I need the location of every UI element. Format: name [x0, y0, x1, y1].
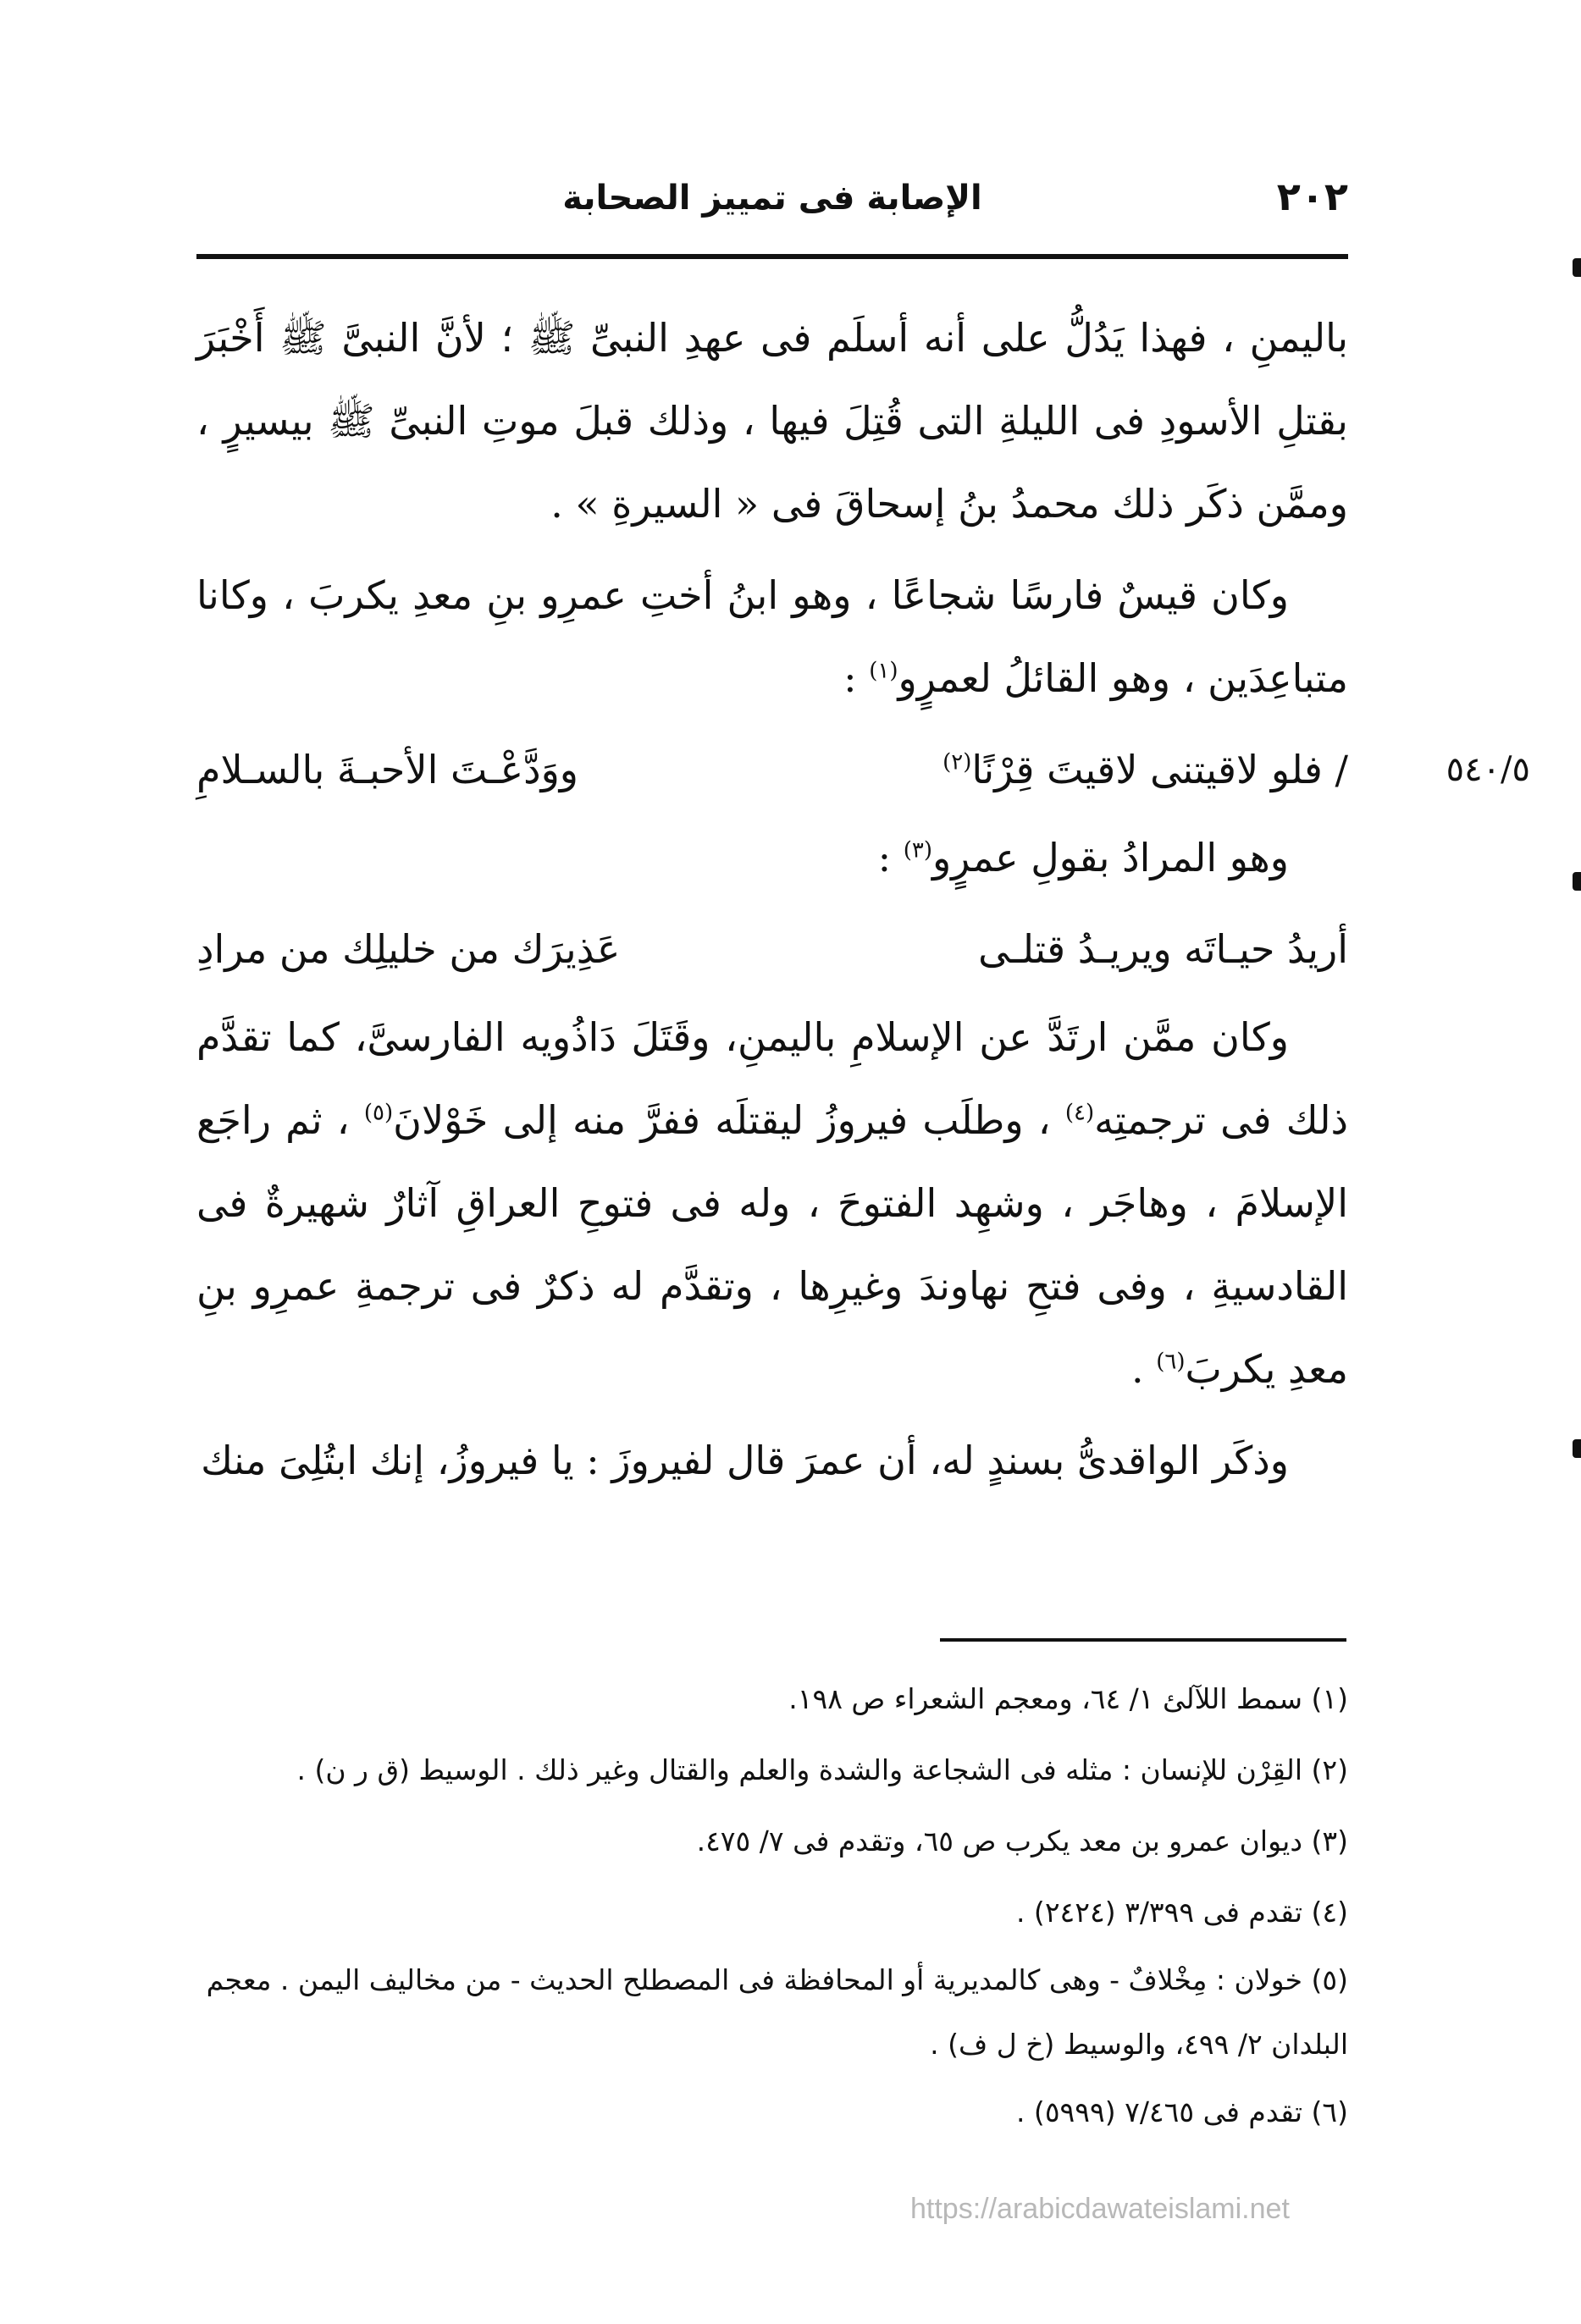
footnote-5: (٥) خولان : مِخْلافٌ - وهى كالمديرية أو المحافظة فى المصطلح الحديث - من مخاليف اليمن . معجم البلدان ٢/ ٤٩٩، والوسيط (خ ل ف) .	[206, 1963, 1348, 2061]
scan-edge-mark	[1573, 872, 1581, 891]
paragraph-4	[196, 996, 1348, 1410]
footnote-ref-3[interactable]: (٣)	[903, 837, 932, 864]
page-header	[196, 174, 1348, 233]
watermark-url: https://arabicdawateislami.net	[910, 2193, 1290, 2225]
paragraph-4-text-c: ، ثم راجَع الإسلامَ ، وهاجَر ، وشهِد الفتوحَ ، وله فى فتوحِ العراقِ آثارٌ شهيرةٌ فى القادسيةِ ، وفى فتحِ نهاوندَ وغيرِها ، وتقدَّم له ذكرٌ فى ترجمةِ عمرِو بنِ معدِ يكربَ	[196, 1097, 1348, 1392]
footnote-4: (٤) تقدم فى ٣/٣٩٩ (٢٤٢٤) .	[1015, 1896, 1348, 1929]
footnote-ref-5[interactable]: (٥)	[363, 1100, 394, 1126]
footnote-ref-1[interactable]: (١)	[869, 658, 898, 684]
paragraph-4-text-a: وكان ممَّن ارتَدَّ عن الإسلامِ باليمنِ، وقَتَلَ دَاذُويه الفارسىَّ، كما تقدَّم ذلك فى ترجمتِه	[196, 1014, 1348, 1143]
footnote-ref-2[interactable]: (٢)	[943, 749, 972, 776]
paragraph-3-colon: :	[877, 835, 904, 880]
paragraph-5-text: وذكَر الواقدىُّ بسندٍ له، أن عمرَ قال لفيروزَ : يا فيروزُ، إنك ابتُلِىَ منك	[201, 1438, 1289, 1483]
paragraph-4-text-b: ، وطلَب فيروزُ ليقتلَه ففرَّ منه إلى خَوْلانَ	[393, 1097, 1065, 1143]
verse-2-second-hemistich: عَذِيرَك من خليلِك من مرادِ	[196, 926, 621, 972]
running-title: الإصابة فى تمييز الصحابة	[562, 179, 982, 218]
verse-2	[196, 908, 1348, 991]
footnote-rule	[940, 1638, 1346, 1642]
main-text	[196, 296, 1530, 1510]
verse-1-second-hemistich: ووَدَّعْـتَ الأحبـةَ بالسـلامِ	[196, 747, 578, 792]
verse-1-first-text: / فلو لاقيتنى لاقيتَ قِرْنًا	[971, 747, 1348, 792]
scan-edge-mark	[1573, 258, 1581, 277]
paragraph-5	[196, 1419, 1348, 1502]
page-number: ٢٠٢	[1276, 174, 1348, 219]
scan-edge-mark	[1573, 1439, 1581, 1458]
footnote-ref-6[interactable]: (٦)	[1156, 1349, 1186, 1375]
paragraph-4-text-d: .	[1130, 1346, 1157, 1392]
paragraph-3	[196, 816, 1348, 899]
paragraph-1-text: باليمنِ ، فهذا يَدُلُّ على أنه أسلَم فى عهدِ النبىِّ ﷺ ؛ لأنَّ النبىَّ ﷺ أَخْبَرَ بقتلِ الأسودِ فى الليلةِ التى قُتِلَ فيها ، وذلك قبلَ موتِ النبىِّ ﷺ بيسيرٍ ، وممَّن ذكَر ذلك محمدُ بنُ إسحاقَ فى « السيرةِ » .	[196, 315, 1349, 527]
footnote-6: (٦) تقدم فى ٧/٤٦٥ (٥٩٩٩) .	[1015, 2095, 1348, 2128]
header-rule	[196, 254, 1348, 259]
margin-reference: ٥٤٠/٥	[1446, 750, 1530, 789]
verse-1	[196, 728, 1530, 811]
paragraph-2-colon: :	[843, 655, 870, 701]
verse-2-first-hemistich: أريدُ حيـاتَه ويريـدُ قتلـى	[978, 926, 1348, 972]
footnote-ref-4[interactable]: (٤)	[1064, 1100, 1095, 1126]
verse-1-first-hemistich	[943, 728, 1348, 811]
footnotes	[196, 1664, 1348, 2148]
paragraph-1	[196, 296, 1348, 545]
paragraph-2-text: وكان قيسٌ فارسًا شجاعًا ، وهو ابنُ أختِ عمرِو بنِ معدِ يكربَ ، وكانا متباعِدَين ، وهو القائلُ لعمرٍو	[196, 572, 1348, 701]
paragraph-2	[196, 554, 1348, 720]
footnote-3: (٣) ديوان عمرو بن معد يكرب ص ٦٥، وتقدم فى ٧/ ٤٧٥.	[696, 1824, 1348, 1858]
footnote-1: (١) سمط اللآلئ ١/ ٦٤، ومعجم الشعراء ص ١٩٨.	[788, 1682, 1348, 1715]
footnote-2: (٢) القِرْن للإنسان : مثله فى الشجاعة والشدة والعلم والقتال وغير ذلك . الوسيط (ق ر ن) .	[296, 1753, 1348, 1786]
paragraph-3-text: وهو المرادُ بقولِ عمرٍو	[931, 835, 1289, 880]
